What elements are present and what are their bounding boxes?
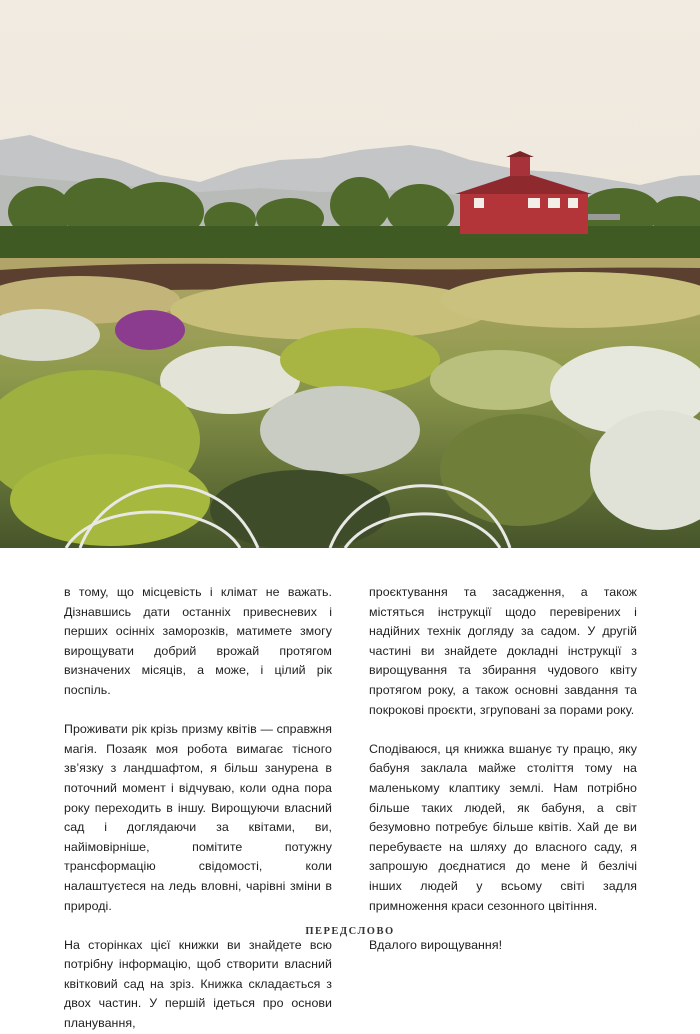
text-column-right	[369, 583, 637, 955]
running-footer: ПЕРЕДСЛОВО	[305, 926, 395, 937]
paragraph: Вдалого вирощування!	[369, 937, 503, 952]
paragraph: Сподіваюся, ця книжка вшанує ту працю, яку бабуня заклала майже століття тому на маленькому клаптику землі. Нам потрібно більше таких людей, як бабуня, а світ безумовно потребує більше квітів. Хай де ви перебуваєте на шляху до власного саду, я запрошую доєднатися до мене й безлічі інших людей у всьому світі задля примноження краси сезонного цвітіння.	[369, 741, 637, 913]
paragraph: проєктування та засадження, а також містяться інструкції щодо перевірених і надійних технік догляду за садом. У другій частині ви знайдете докладні інструкції з вирощування та збирання чудового квіту протягом року, а також основні завдання та покрокові проєкти, згруповані за порами року.	[369, 585, 637, 717]
paragraph: в тому, що місцевість і клімат не важать. Дізнавшись дати останніх привесневих і перших осінніх заморозків, матимете змогу вирощувати добрий врожай протягом визначених місяців, а може, і цілий рік поспіль.	[64, 585, 332, 697]
paragraph: На сторінках цієї книжки ви знайдете всю потрібну інформацію, щоб створити власний квітковий сад на зріз. Книжка складається з двох частин. У першій ідеться про основи планування,	[64, 937, 332, 1031]
text-column-left	[64, 583, 332, 1034]
paragraph: Проживати рік крізь призму квітів — справжня магія. Позаяк моя робота вимагає тісного зв’язку з ландшафтом, я більш занурена в поточний момент і відчуваю, коли одна пора року переходить в іншу. Вирощуючи власний сад і доглядаючи за квітами, ви, найімовірніше, помітите потужну трансформацію свідомості, коли налаштуєтеся на ледь вловні, чарівні зміни в природі.	[64, 722, 332, 913]
